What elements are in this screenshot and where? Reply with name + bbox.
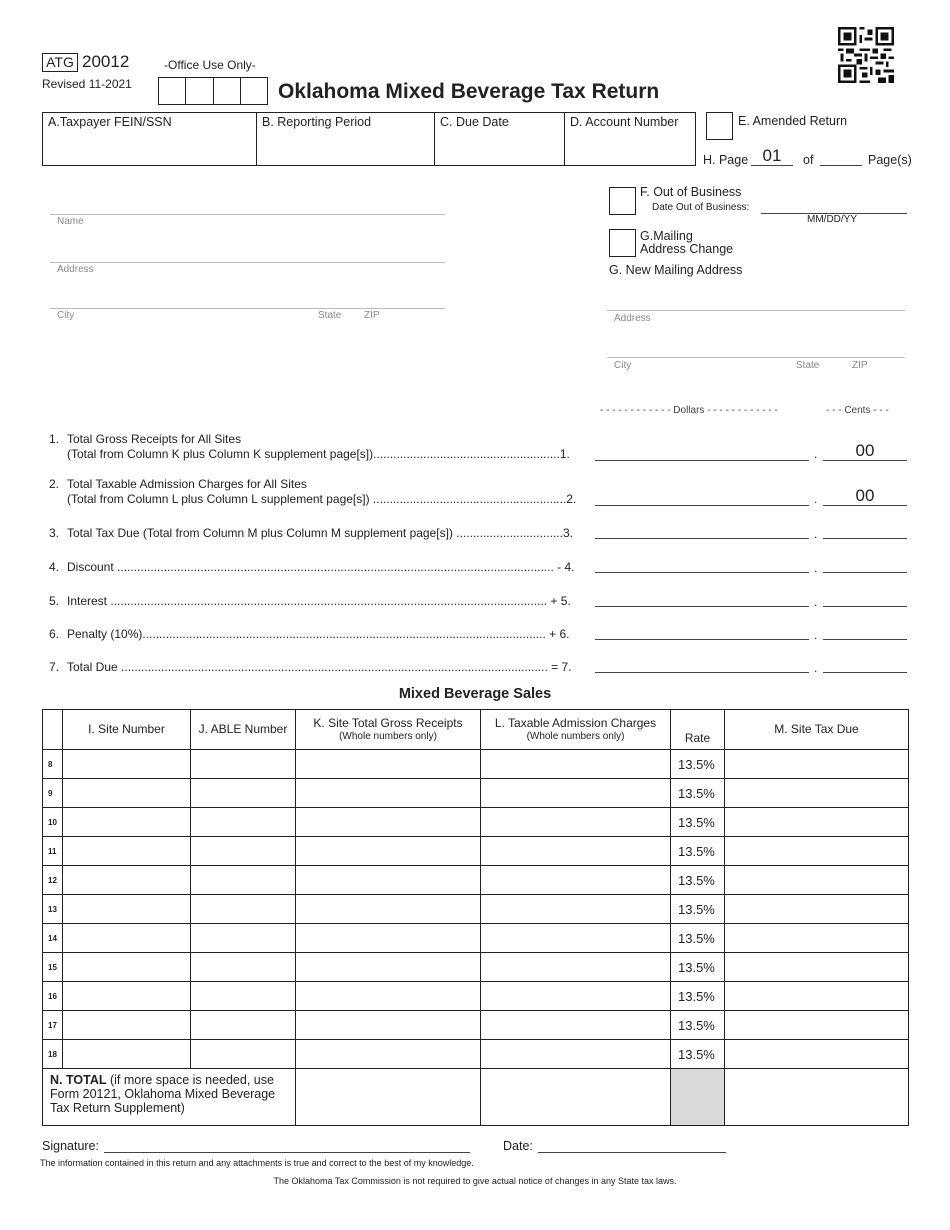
mailing-change-checkbox[interactable] — [609, 229, 636, 257]
date-label: Date: — [503, 1139, 533, 1153]
table-row — [43, 982, 909, 1011]
rate-cell: 13.5% — [671, 953, 725, 982]
rate-cell: 13.5% — [671, 779, 725, 808]
able-number-cell[interactable] — [191, 924, 296, 953]
notice-text: The Oklahoma Tax Commission is not required to give actual notice of changes in any State tax laws. — [273, 1176, 677, 1186]
page-number-field[interactable]: 01 — [751, 146, 793, 166]
account-label: D. Account Number — [570, 115, 679, 129]
total-admission-charges-cell[interactable] — [481, 1069, 671, 1126]
gross-receipts-cell[interactable] — [296, 1011, 481, 1040]
office-use-boxes — [158, 77, 268, 105]
total-gross-receipts-cell[interactable] — [296, 1069, 481, 1126]
form-number: 20012 — [82, 52, 130, 71]
rate-cell: 13.5% — [671, 1040, 725, 1069]
table-row — [43, 924, 909, 953]
site-tax-due-cell[interactable] — [725, 866, 909, 895]
line-text: Total Taxable Admission Charges for All Sites — [67, 477, 307, 491]
site-tax-due-cell[interactable] — [725, 808, 909, 837]
cents-input[interactable] — [823, 590, 907, 607]
site-tax-due-cell[interactable] — [725, 1040, 909, 1069]
row-number: 14 — [43, 924, 63, 953]
dollars-input[interactable] — [595, 556, 809, 573]
decimal-point: . — [814, 595, 818, 609]
site-tax-due-cell[interactable] — [725, 924, 909, 953]
reporting-period-field[interactable] — [257, 113, 435, 165]
cents-input[interactable] — [823, 522, 907, 539]
dollars-input[interactable] — [595, 590, 809, 607]
line-number: 6. — [49, 627, 60, 641]
site-tax-due-cell[interactable] — [725, 750, 909, 779]
date-out-input[interactable] — [761, 199, 907, 214]
period-label: B. Reporting Period — [262, 115, 372, 129]
admission-charges-cell[interactable] — [481, 750, 671, 779]
dollars-input[interactable] — [595, 522, 809, 539]
row-number: 13 — [43, 895, 63, 924]
able-number-cell[interactable] — [191, 953, 296, 982]
site-number-cell[interactable] — [63, 779, 191, 808]
amended-checkbox[interactable] — [706, 112, 733, 140]
page-of-label: of — [803, 153, 814, 167]
dollars-input[interactable] — [595, 444, 809, 461]
line-number: 1. — [49, 432, 60, 446]
decimal-point: . — [814, 492, 818, 506]
admission-charges-cell[interactable] — [481, 837, 671, 866]
admission-charges-cell[interactable] — [481, 808, 671, 837]
table-row — [43, 808, 909, 837]
admission-charges-cell[interactable] — [481, 953, 671, 982]
able-number-cell[interactable] — [191, 837, 296, 866]
new-city-input-line[interactable] — [607, 342, 905, 358]
cents-input[interactable] — [823, 556, 907, 573]
line-text: Total Due ................................................................................................................................ = 7. — [67, 660, 572, 674]
row-number: 10 — [43, 808, 63, 837]
admission-charges-cell[interactable] — [481, 779, 671, 808]
sales-header-row — [43, 710, 909, 750]
rate-cell: 13.5% — [671, 866, 725, 895]
gross-receipts-cell[interactable] — [296, 1040, 481, 1069]
line-number: 4. — [49, 560, 60, 574]
site-number-cell[interactable] — [63, 982, 191, 1011]
site-number-cell[interactable] — [63, 1040, 191, 1069]
site-tax-due-cell[interactable] — [725, 982, 909, 1011]
new-mailing-label: G. New Mailing Address — [609, 263, 743, 277]
dollars-header: - - - - - - - - - - - - Dollars - - - - - - - - - - - - — [600, 405, 778, 416]
form-code: ATG — [42, 53, 78, 72]
site-number-cell[interactable] — [63, 895, 191, 924]
cents-input[interactable] — [823, 656, 907, 673]
revised-date: Revised 11-2021 — [42, 77, 132, 91]
account-number-field[interactable] — [565, 113, 695, 165]
admission-charges-cell[interactable] — [481, 982, 671, 1011]
admission-charges-header: L. Taxable Admission Charges (Whole numbers only) — [481, 710, 671, 750]
dollars-input[interactable] — [595, 623, 809, 640]
line-text: Total Tax Due (Total from Column M plus Column M supplement page[s]) ................................3. — [67, 526, 573, 540]
due-date-label: C. Due Date — [440, 115, 509, 129]
decimal-point: . — [814, 447, 818, 461]
cents-input[interactable] — [823, 623, 907, 640]
table-row — [43, 750, 909, 779]
site-number-cell[interactable] — [63, 924, 191, 953]
site-number-cell[interactable] — [63, 953, 191, 982]
row-number: 15 — [43, 953, 63, 982]
line-number: 7. — [49, 660, 60, 674]
decimal-point: . — [814, 561, 818, 575]
total-row — [43, 1069, 909, 1126]
rate-cell: 13.5% — [671, 895, 725, 924]
gross-receipts-cell[interactable] — [296, 808, 481, 837]
admission-charges-cell[interactable] — [481, 1040, 671, 1069]
row-number: 12 — [43, 866, 63, 895]
mailing-change-label-1: G.Mailing — [640, 229, 693, 243]
page-label: H. Page — [703, 153, 749, 167]
rate-cell: 13.5% — [671, 924, 725, 953]
row-number: 18 — [43, 1040, 63, 1069]
city-label: City — [57, 310, 75, 321]
cents-header: - - - Cents - - - — [826, 405, 889, 416]
new-zip-label: ZIP — [852, 360, 868, 371]
certification-text: The information contained in this return and any attachments is true and correct to the best of my knowledge. — [40, 1158, 474, 1168]
site-number-cell[interactable] — [63, 1011, 191, 1040]
date-out-label: Date Out of Business: — [652, 202, 750, 213]
date-format-label: MM/DD/YY — [807, 214, 857, 225]
rate-header: Rate — [671, 710, 725, 750]
table-row — [43, 779, 909, 808]
site-number-cell[interactable] — [63, 837, 191, 866]
dollars-input[interactable] — [595, 656, 809, 673]
gross-receipts-cell[interactable] — [296, 895, 481, 924]
gross-receipts-cell[interactable] — [296, 866, 481, 895]
page-total-field[interactable] — [820, 151, 862, 166]
gross-receipts-cell[interactable] — [296, 750, 481, 779]
rate-cell: 13.5% — [671, 837, 725, 866]
able-number-header: J. ABLE Number — [191, 710, 296, 750]
state-label: State — [318, 310, 342, 321]
amended-label: E. Amended Return — [738, 114, 848, 128]
top-fields-row — [42, 112, 696, 166]
total-rate-shaded-cell — [671, 1069, 725, 1126]
able-number-cell[interactable] — [191, 895, 296, 924]
office-use-label: -Office Use Only- — [164, 58, 256, 72]
cents-input[interactable]: 00 — [823, 489, 907, 506]
row-number-header — [43, 710, 63, 750]
total-label: N. TOTAL (if more space is needed, use Form 20121, Oklahoma Mixed Beverage Tax Return Supplement) — [43, 1069, 296, 1126]
admission-charges-cell[interactable] — [481, 1011, 671, 1040]
site-tax-due-cell[interactable] — [725, 837, 909, 866]
dollars-input[interactable] — [595, 489, 809, 506]
new-state-label: State — [796, 360, 820, 371]
rate-cell: 13.5% — [671, 750, 725, 779]
able-number-cell[interactable] — [191, 808, 296, 837]
name-label: Name — [57, 216, 84, 227]
able-number-cell[interactable] — [191, 779, 296, 808]
line-text: Penalty (10%)......................................................................................................................... + 6. — [67, 627, 570, 641]
admission-charges-cell[interactable] — [481, 924, 671, 953]
table-row — [43, 953, 909, 982]
site-number-header: I. Site Number — [63, 710, 191, 750]
line-number: 2. — [49, 477, 60, 491]
new-address-label: Address — [614, 313, 651, 324]
site-number-cell[interactable] — [63, 808, 191, 837]
line-text: Discount ................................................................................................................................... - 4. — [67, 560, 575, 574]
rate-cell: 13.5% — [671, 808, 725, 837]
line-text: Interest ................................................................................................................................... + 5. — [67, 594, 571, 608]
able-number-cell[interactable] — [191, 1011, 296, 1040]
gross-receipts-header: K. Site Total Gross Receipts (Whole numbers only) — [296, 710, 481, 750]
qr-code-icon — [838, 27, 894, 83]
fein-field[interactable] — [43, 113, 257, 165]
name-input-line[interactable] — [50, 199, 445, 215]
out-of-business-checkbox[interactable] — [609, 187, 636, 215]
table-row — [43, 1011, 909, 1040]
total-site-tax-due-cell[interactable] — [725, 1069, 909, 1126]
site-tax-due-cell[interactable] — [725, 779, 909, 808]
gross-receipts-cell[interactable] — [296, 779, 481, 808]
decimal-point: . — [814, 527, 818, 541]
city-input-line[interactable] — [50, 293, 445, 309]
admission-charges-cell[interactable] — [481, 866, 671, 895]
admission-charges-cell[interactable] — [481, 895, 671, 924]
row-number: 16 — [43, 982, 63, 1011]
address-label: Address — [57, 264, 94, 275]
row-number: 8 — [43, 750, 63, 779]
table-row — [43, 837, 909, 866]
out-of-business-label: F. Out of Business — [640, 185, 742, 199]
row-number: 9 — [43, 779, 63, 808]
signature-label: Signature: — [42, 1139, 99, 1153]
able-number-cell[interactable] — [191, 866, 296, 895]
gross-receipts-cell[interactable] — [296, 953, 481, 982]
cents-input[interactable]: 00 — [823, 444, 907, 461]
site-tax-due-cell[interactable] — [725, 1011, 909, 1040]
line-number: 5. — [49, 594, 60, 608]
row-number: 17 — [43, 1011, 63, 1040]
gross-receipts-cell[interactable] — [296, 924, 481, 953]
line-number: 3. — [49, 526, 60, 540]
rate-cell: 13.5% — [671, 982, 725, 1011]
signature-input[interactable] — [104, 1138, 470, 1153]
site-tax-due-cell[interactable] — [725, 895, 909, 924]
site-tax-due-cell[interactable] — [725, 953, 909, 982]
site-number-cell[interactable] — [63, 750, 191, 779]
gross-receipts-cell[interactable] — [296, 837, 481, 866]
zip-label: ZIP — [364, 310, 380, 321]
gross-receipts-cell[interactable] — [296, 982, 481, 1011]
table-row — [43, 895, 909, 924]
able-number-cell[interactable] — [191, 982, 296, 1011]
fein-label: A.Taxpayer FEIN/SSN — [48, 115, 172, 129]
line-text-2: (Total from Column L plus Column L supplement page[s]) ..........................................................2. — [67, 492, 577, 506]
decimal-point: . — [814, 661, 818, 675]
able-number-cell[interactable] — [191, 750, 296, 779]
mailing-change-label-2: Address Change — [640, 242, 734, 256]
sales-table — [42, 709, 909, 1126]
new-address-input-line[interactable] — [607, 295, 905, 311]
page-title: Oklahoma Mixed Beverage Tax Return — [278, 80, 660, 103]
line-text-2: (Total from Column K plus Column K supplement page[s])........................................................1. — [67, 447, 570, 461]
rate-cell: 13.5% — [671, 1011, 725, 1040]
site-number-cell[interactable] — [63, 866, 191, 895]
pages-suffix: Page(s) — [868, 153, 912, 167]
due-date-field[interactable] — [435, 113, 565, 165]
new-city-label: City — [614, 360, 632, 371]
decimal-point: . — [814, 628, 818, 642]
table-row — [43, 1040, 909, 1069]
able-number-cell[interactable] — [191, 1040, 296, 1069]
line-text: Total Gross Receipts for All Sites — [67, 432, 242, 446]
address-input-line[interactable] — [50, 247, 445, 263]
sales-title: Mixed Beverage Sales — [398, 686, 552, 702]
row-number: 11 — [43, 837, 63, 866]
table-row — [43, 866, 909, 895]
site-tax-due-header: M. Site Tax Due — [725, 710, 909, 750]
date-input[interactable] — [538, 1138, 726, 1153]
